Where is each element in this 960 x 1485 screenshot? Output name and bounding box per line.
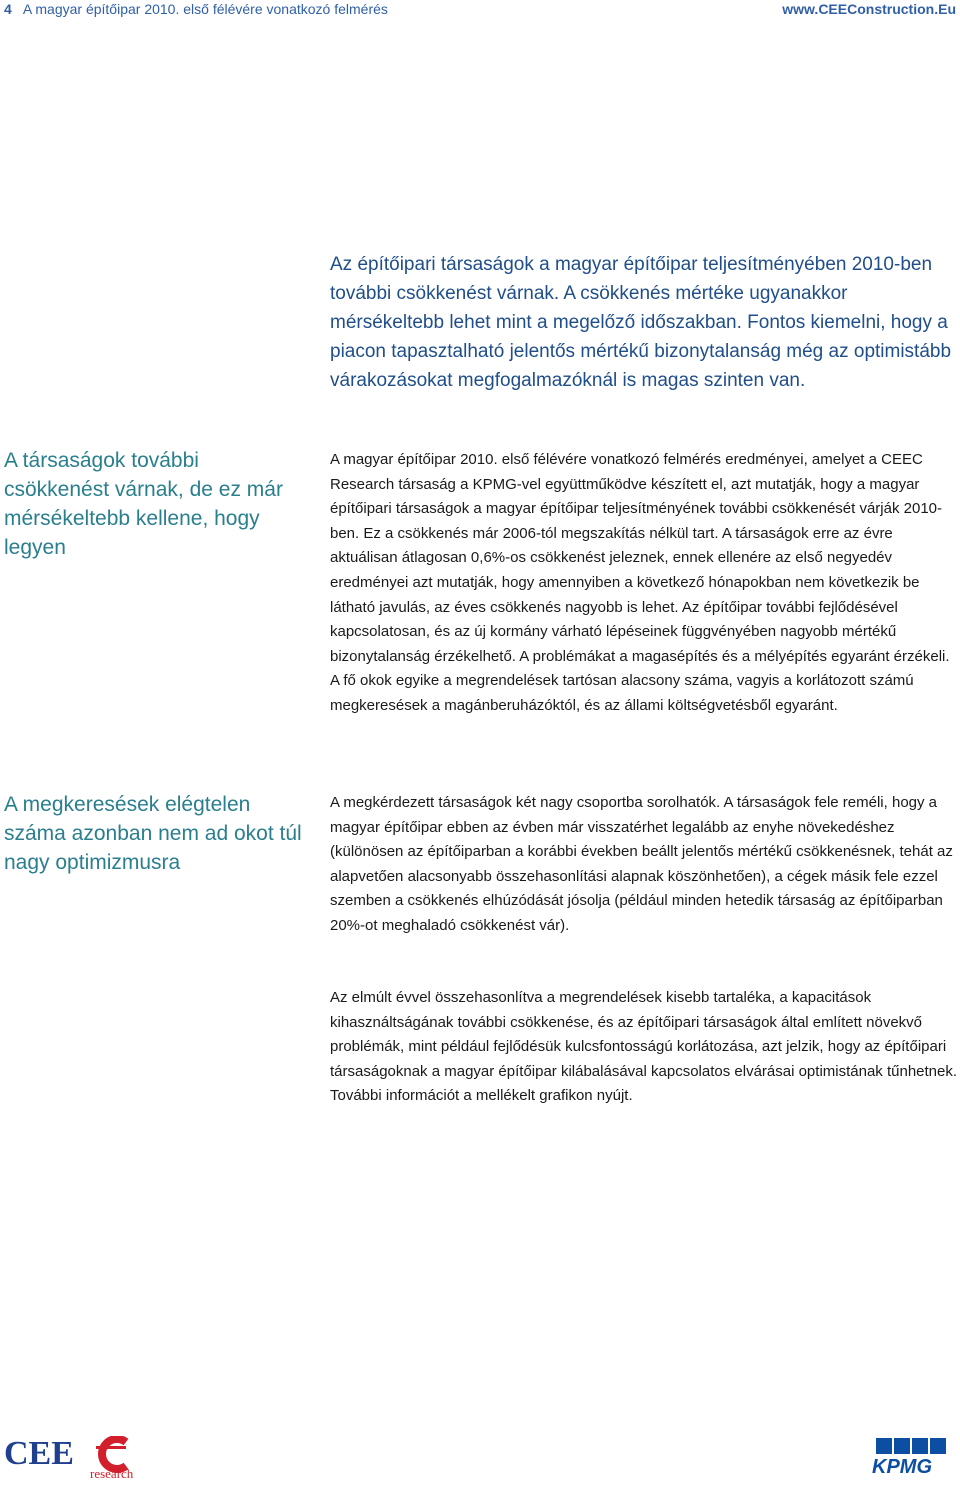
website-link[interactable]: www.CEEConstruction.Eu <box>782 1 956 17</box>
ceec-research-logo <box>4 1436 144 1480</box>
page-header <box>4 0 956 18</box>
header-left <box>4 0 388 18</box>
ceec-logo-graphic <box>4 1436 144 1480</box>
svg-text:CEE: CEE <box>4 1436 74 1472</box>
svg-text:research: research <box>90 1466 134 1480</box>
body-paragraph-1: A magyar építőipar 2010. első félévére vonatkozó felmérés eredményei, amelyet a CEEC Research társaság a KPMG-vel együttműködve készített el, azt mutatják, hogy a magyar építőipari társaságok a magyar építőipar teljesítményének további csökkenését várják 2010-ben. Ez a csökkenés már 2006-tól megszakítás nélkül tart. A társaságok erre az évre aktuálisan átlagosan 0,6%-os csökkenést jeleznek, ennek ellenére az első negyedév eredményei azt mutatják, hogy amennyiben a következő hónapokban nem következik be látható javulás, az éves csökkenés nagyobb is lehet. Az építőipar további fejlődésével kapcsolatosan, és az új kormány várható lépéseinek függvényében nagyobb mértékű bizonytalanság érzékelhető. A problémákat a magasépítés és a mélyépítés egyaránt érzékeli. A fő okok egyike a megrendelések tartósan alacsony száma, vagyis a korlátozott számú megkeresések a magánberuházóktól, és az állami költségvetésből egyaránt. <box>330 451 950 714</box>
svg-text:KPMG: KPMG <box>872 1456 932 1476</box>
body-paragraph-3: Az elmúlt évvel összehasonlítva a megrendelések kisebb tartaléka, a kapacitások kihasználtságának további csökkenése, és az építőipari társaságok által említett növekvő problémák, mint például fejlődésük kulcsfontosságú korlátozása, azt jelzik, hogy az építőipari társaságoknak a magyar építőipar kilábalásával kapcsolatos elvárásai optimistának tűnhetnek. További információt a mellékelt grafikon nyújt. <box>330 989 958 1105</box>
body-paragraph-2: A megkérdezett társaságok két nagy csoportba sorolhatók. A társaságok fele reméli, hogy a magyar építőipar ebben az évben már visszatérhet legalább az enyhe növekedéshez (különösen az építőiparban a korábbi években beállt jelentős mértékű csökkenésnek, tehát az alapvetően alacsonyabb összehasonlítási alapnak köszönhetően), a cégek másik fele ezzel szemben a csökkenés elhúzódását jósolja (például minden hetedik társaság az építőiparban 20%-ot meghaladó csökkenést vár). <box>330 794 953 934</box>
pull-quote-2: A megkeresések elégtelen száma azonban nem ad okot túl nagy optimizmusra <box>4 793 302 874</box>
page-number: 4 <box>4 1 12 17</box>
kpmg-logo-graphic <box>870 1436 956 1476</box>
kpmg-logo <box>870 1436 956 1476</box>
pull-quote-1: A társaságok további csökkenést várnak, de ez már mérsékeltebb kellene, hogy legyen <box>4 449 283 559</box>
intro-paragraph: Az építőipari társaságok a magyar építőipar teljesítményében 2010-ben további csökkenést várnak. A csökkenés mértéke ugyanakkor mérsékeltebb lehet mint a megelőző időszakban. Fontos kiemelni, hogy a piacon tapasztalható jelentős mértékű bizonytalanság még az optimistább várakozásokat megfogalmazóknál is magas szinten van. <box>330 254 952 391</box>
document-title: A magyar építőipar 2010. első félévére vonatkozó felmérés <box>22 1 388 17</box>
